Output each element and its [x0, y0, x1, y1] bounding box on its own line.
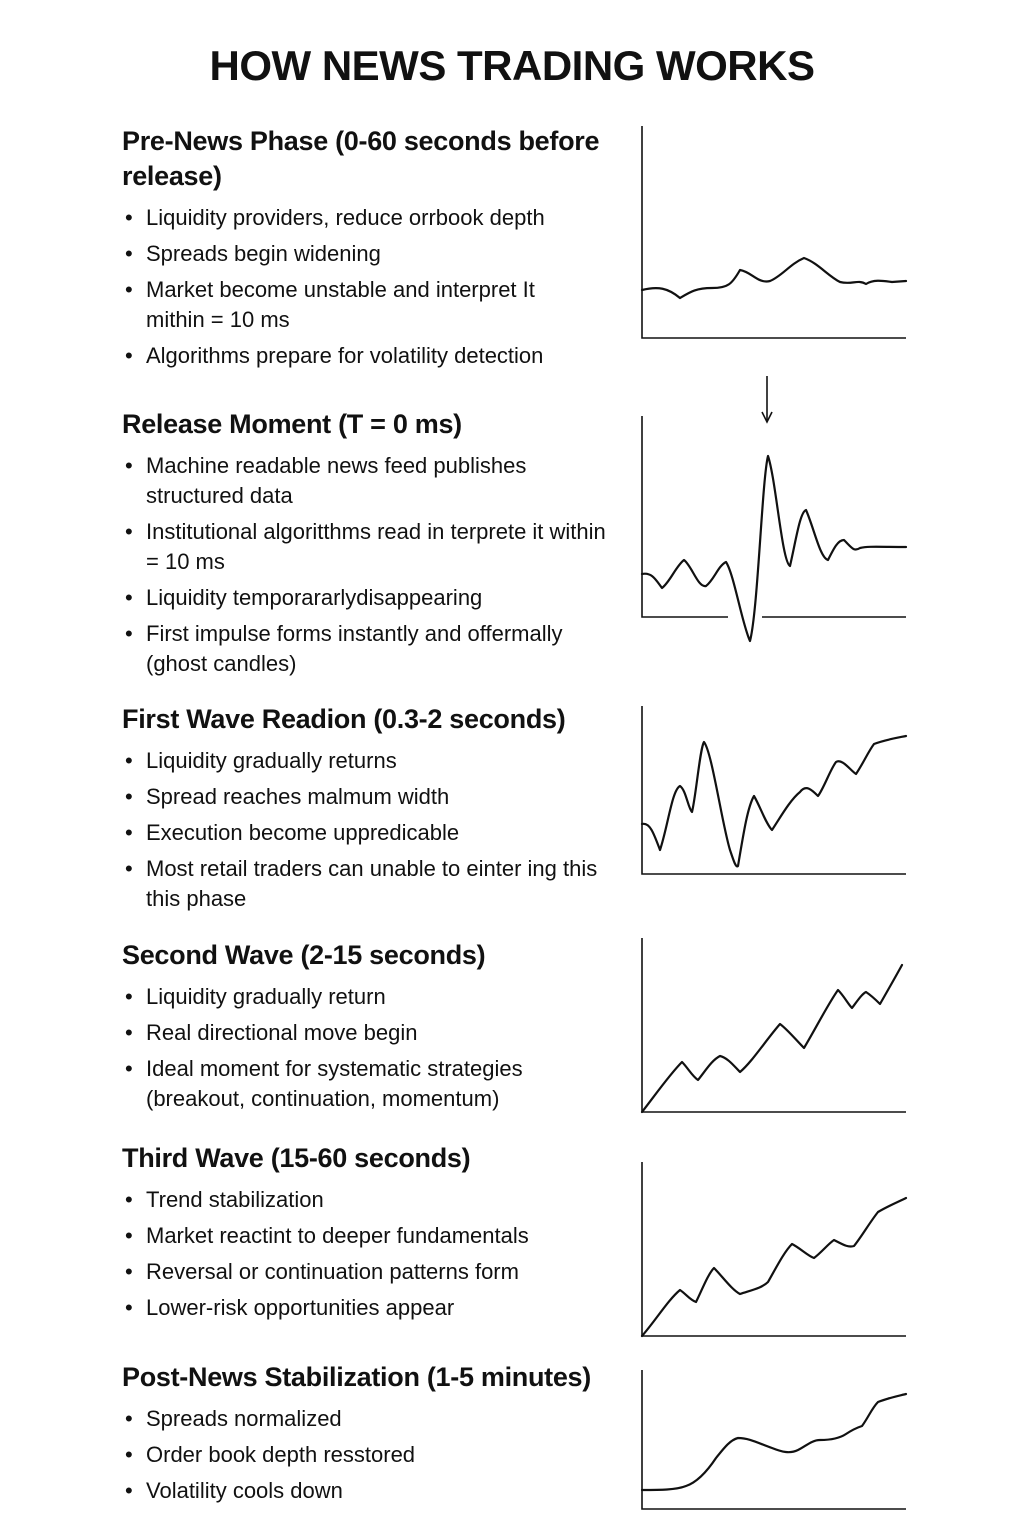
bullet-item: • Execution become uppredicable [122, 818, 622, 848]
price-line [642, 258, 906, 298]
graph-release-moment [642, 416, 906, 641]
bullet-item: • Algorithms prepare for volatility detection [122, 341, 622, 371]
graph-pre-news [642, 126, 906, 338]
section-heading: Release Moment (T = 0 ms) [122, 409, 462, 439]
bullet-item: • Order book depth resstored [122, 1440, 622, 1470]
section-heading: Post-News Stabilization (1-5 minutes) [122, 1362, 591, 1392]
graph-axes [642, 706, 906, 874]
graph-first-wave [642, 706, 906, 874]
graph-post-news [642, 1370, 906, 1509]
bullet-item: • Spreads begin widening [122, 239, 622, 269]
graph-second-wave [642, 938, 906, 1112]
graph-axes [642, 938, 906, 1112]
down-arrow-icon [762, 376, 772, 422]
section-heading: First Wave Readion (0.3-2 seconds) [122, 704, 566, 734]
bullet-item: • Market become unstable and interpret It mithin = 10 ms [122, 275, 586, 335]
bullet-item: • Real directional move begin [122, 1018, 622, 1048]
bullet-item: • First impulse forms instantly and offermally (ghost candles) [122, 619, 616, 679]
bullet-item: • Lower-risk opportunities appear [122, 1293, 622, 1323]
bullet-item: • Liquidity gradually returns [122, 746, 622, 776]
page-title: HOW NEWS TRADING WORKS [209, 42, 815, 89]
bullet-item: • Machine readable news feed publishes structured data [122, 451, 586, 511]
price-line [642, 965, 902, 1112]
price-line [642, 456, 906, 641]
bullet-item: • Ideal moment for systematic strategies (breakout, continuation, momentum) [122, 1054, 596, 1114]
section-heading: Second Wave (2-15 seconds) [122, 940, 486, 970]
bullet-item: • Liquidity providers, reduce orrbook depth [122, 203, 622, 233]
graph-third-wave [642, 1162, 906, 1336]
bullet-item: • Spread reaches malmum width [122, 782, 622, 812]
bullet-item: • Institutional algoritthms read in terprete it within = 10 ms [122, 517, 606, 577]
price-line [642, 1198, 906, 1336]
bullet-item: • Most retail traders can unable to einter ing this this phase [122, 854, 616, 914]
graph-axes [642, 416, 906, 617]
bullet-item: • Liquidity gradually return [122, 982, 622, 1012]
bullet-item: • Trend stabilization [122, 1185, 622, 1215]
bullet-item: • Market reactint to deeper fundamentals [122, 1221, 622, 1251]
section-heading: Pre-News Phase (0-60 seconds before release) [122, 126, 600, 191]
price-line [642, 736, 906, 866]
graph-axes [642, 1162, 906, 1336]
section-heading: Third Wave (15-60 seconds) [122, 1143, 471, 1173]
graph-axes [642, 126, 906, 338]
bullet-item: • Spreads normalized [122, 1404, 622, 1434]
bullet-item: • Volatility cools down [122, 1476, 622, 1506]
price-line [642, 1394, 906, 1490]
bullet-item: • Reversal or continuation patterns form [122, 1257, 622, 1287]
bullet-item: • Liquidity temporararlydisappearing [122, 583, 622, 613]
